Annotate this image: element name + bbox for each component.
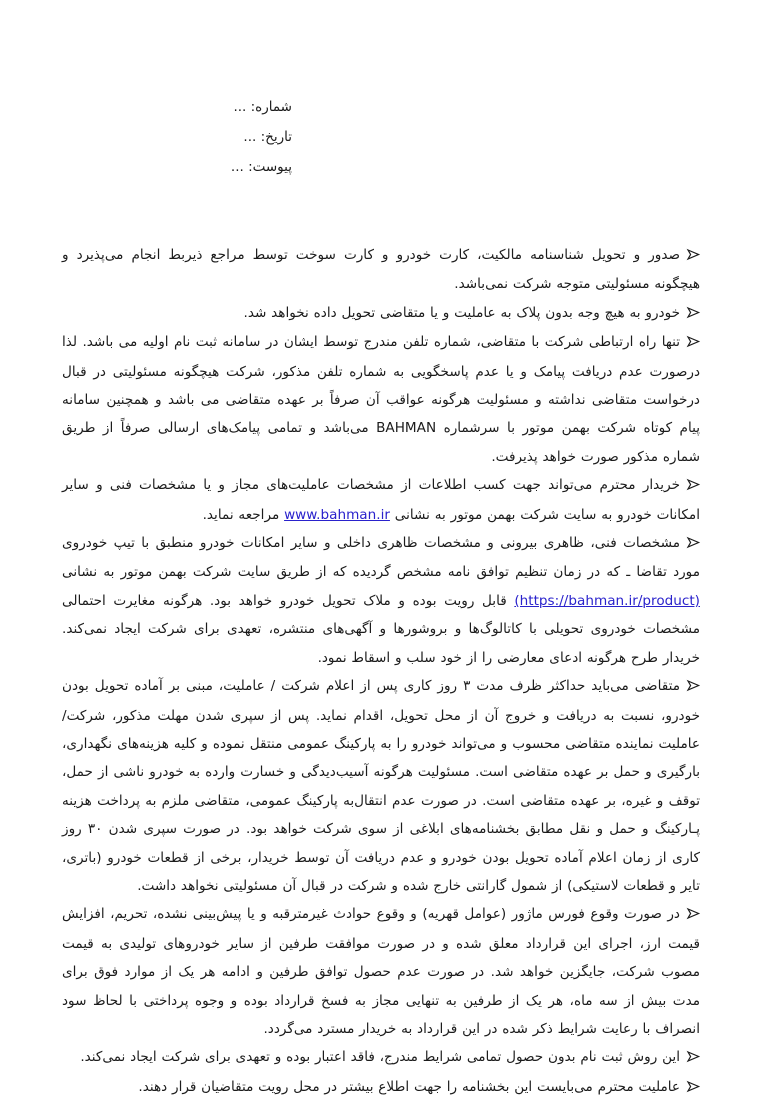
arrow-bullet-icon — [687, 1074, 700, 1102]
arrow-bullet-icon — [687, 300, 700, 328]
bullet-text: عاملیت محترم می‌بایست این بخشنامه را جهت اطلاع بیشتر در محل رویت متقاضیان قرار دهند. — [138, 1078, 680, 1095]
arrow-bullet-icon — [687, 1044, 700, 1072]
arrow-bullet-icon — [687, 472, 700, 500]
bullet-text: مراجعه نماید. — [202, 506, 285, 523]
bullet-paragraph-contact-phone-sms — [62, 328, 700, 471]
bullet-paragraph-pickup-deadline — [62, 672, 700, 900]
document-body — [62, 241, 700, 1102]
bullet-paragraph-specs-product-page — [62, 529, 700, 672]
bullet-text: در صورت وقوع فورس ماژور (عوامل قهریه) و وقوع حوادث غیرمترقبه و یا پیش‌بینی نشده، تحریم، افزایش قیمت ارز، اجرای این قرارداد معلق شده و در صورت موافقت طرفین از سایر خودروهای تولیدی به قیمت مصوب شرکت، جایگزین خواهد شد. در صورت عدم حصول توافق طرفین و ادامه هر یک از موارد فوق برای مدت بیش از سه ماه، هر یک از طرفین به تنهایی مجاز به فسخ قرارداد بوده و وجوه پرداختی با لحاظ سود انصراف با رعایت شرایط ذکر شده در این قرارداد به خریدار مسترد می‌گردد. — [62, 906, 700, 1037]
bullet-text: این روش ثبت نام بدون حصول تمامی شرایط مندرج، فاقد اعتبار بوده و تعهدی برای شرکت ایجاد نمی‌کند. — [80, 1049, 680, 1066]
arrow-bullet-icon — [687, 673, 700, 701]
arrow-bullet-icon — [687, 901, 700, 929]
bullet-paragraph-website-info — [62, 471, 700, 529]
bullet-text: مشخصات فنی، ظاهری بیرونی و مشخصات ظاهری داخلی و سایر امکانات خودرو منطبق با تیپ خودروی مورد تقاضا ـ که در زمان تنظیم توافق نامه مشخص گردیده که از طریق سایت شرکت بهمن موتور به نشانی — [62, 535, 700, 581]
arrow-bullet-icon — [687, 329, 700, 357]
bullet-text: خودرو به هیچ وجه بدون پلاک به عاملیت و یا متقاضی تحویل داده نخواهد شد. — [243, 304, 680, 321]
bullet-text: تنها راه ارتباطی شرکت با متقاضی، شماره تلفن مندرج توسط ایشان در سامانه ثبت نام اولیه می باشد. لذا درصورت عدم دریافت پیامک و یا عدم پاسخگویی به شماره تلفن مذکور، شرکت هیچگونه مسئولیتی در قبال درخواست متقاضی نداشته و مسئولیت هرگونه عواقب آن صرفاً بر عهده متقاضی می باشد و همچنین سامانه پیام کوتاه شرکت بهمن موتور با سرشماره BAHMAN می‌باشد و تمامی پیامک‌های ارسالی صرفاً از طریق شماره مذکور صورت خواهد پذیرفت. — [62, 334, 700, 465]
date-field: تاریخ: ... — [243, 129, 292, 145]
bullet-text: صدور و تحویل شناسنامه مالکیت، کارت خودرو و کارت سوخت توسط مراجع ذیربط انجام می‌پذیرد و هیچگونه مسئولیتی متوجه شرکت نمی‌باشد. — [62, 247, 700, 293]
bahman-website-link[interactable]: www.bahman.ir — [284, 506, 390, 523]
bullet-paragraph-no-plate-delivery — [62, 299, 700, 328]
attachment-field: پیوست: ... — [230, 159, 292, 175]
bullet-paragraph-registration-validity — [62, 1043, 700, 1072]
bahman-product-link[interactable]: (https://bahman.ir/product) — [514, 592, 700, 609]
bullet-text: متقاضی می‌باید حداکثر ظرف مدت ۳ روز کاری پس از اعلام شرکت / عاملیت، مبنی بر آماده تحویل بودن خودرو، نسبت به دریافت و خروج آن از محل تحویل، اقدام نماید. پس از سپری شدن مهلت مذکور، شرکت/ عاملیت نماینده متقاضی محسوب و می‌تواند خودرو را به پارکینگ عمومی منتقل نموده و کلیه هزینه‌های نگهداری، بارگیری و حمل بر عهده متقاضی است. مسئولیت هرگونه آسیب‌دیدگی و خسارت وارده به خودرو ناشی از حمل، توقف و غیره، بر عهده متقاضی است. در صورت عدم انتقال‌به پارکینگ عمومی، متقاضی ملزم به پرداخت هزینه پـارکینگ و حمل و نقل مطابق بخشنامه‌های ابلاغی از سوی شرکت خواهد بود. در صورت سپری شدن ۳۰ روز کاری از زمان اعلام آماده تحویل بودن خودرو و عدم دریافت آن توسط خریدار، برخی از قطعات خودرو (باتری، تایر و قطعات لاستیکی) از شمول گارانتی خارج شده و شرکت در قبال آن مسئولیتی نخواهد داشت. — [62, 678, 701, 894]
letterhead-fields — [231, 92, 292, 182]
bullet-paragraph-dealer-notice — [62, 1073, 700, 1102]
number-field: شماره: ... — [233, 99, 292, 115]
bullet-paragraph-ownership-docs — [62, 241, 700, 299]
arrow-bullet-icon — [687, 242, 700, 270]
bullet-text: قابل رویت بوده و ملاک تحویل خودرو خواهد بود. هرگونه مغایرت احتمالی مشخصات خودروی تحویلی با کاتالوگ‌ها و بروشورها و آگهی‌های منتشره، تعهدی برای شرکت ایجاد نمی‌کند. خریدار طرح هرگونه ادعای معارضی را از خود سلب و اسقاط نمود. — [62, 592, 700, 666]
bullet-text: خریدار محترم می‌تواند جهت کسب اطلاعات از مشخصات عاملیت‌های مجاز و یا مشخصات فنی و سایر امکانات خودرو به سایت شرکت بهمن موتور به نشانی — [62, 477, 700, 523]
arrow-bullet-icon — [687, 530, 700, 558]
bullet-paragraph-force-majeure — [62, 900, 700, 1043]
